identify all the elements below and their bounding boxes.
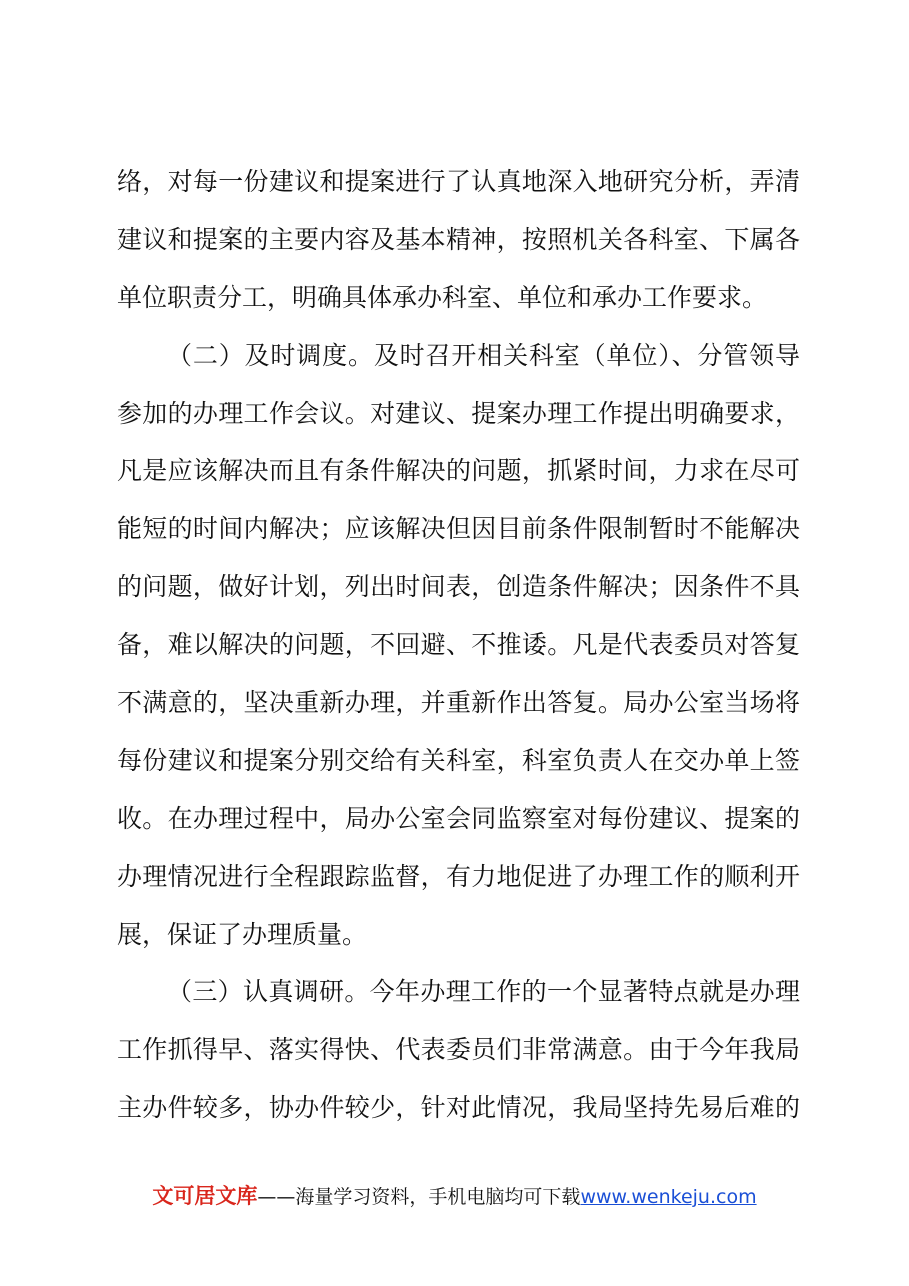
text-line: 备，难以解决的问题，不回避、不推诿。凡是代表委员对答复 — [117, 630, 800, 660]
text-line: 主办件较多，协办件较少，针对此情况，我局坚持先易后难的 — [117, 1093, 800, 1123]
text-line: 工作抓得早、落实得快、代表委员们非常满意。由于今年我局 — [117, 1035, 800, 1065]
text-line: 建议和提案的主要内容及基本精神，按照机关各科室、下属各 — [117, 224, 800, 254]
text-line: 单位职责分工，明确具体承办科室、单位和承办工作要求。 — [117, 282, 768, 312]
text-line: 的问题，做好计划，列出时间表，创造条件解决；因条件不具 — [117, 572, 800, 602]
text-line: 能短的时间内解决；应该解决但因目前条件限制暂时不能解决 — [117, 514, 800, 544]
footer-site-link[interactable]: www.wenkeju.com — [580, 1186, 757, 1208]
footer-slogan: ——海量学习资料，手机电脑均可下载 — [257, 1186, 581, 1208]
text-line: 每份建议和提案分别交给有关科室，科室负责人在交办单上签 — [117, 745, 800, 775]
text-line: （三）认真调研。今年办理工作的一个显著特点就是办理 — [167, 977, 800, 1007]
text-line: 络，对每一份建议和提案进行了认真地深入地研究分析，弄清 — [117, 167, 800, 196]
text-line: 收。在办理过程中，局办公室会同监察室对每份建议、提案的 — [117, 803, 800, 833]
text-line: 凡是应该解决而且有条件解决的问题，抓紧时间，力求在尽可 — [117, 456, 800, 486]
body-text — [117, 153, 800, 1137]
footer-brand: 文可居文库 — [152, 1184, 258, 1208]
text-line: 展，保证了办理质量。 — [117, 919, 368, 949]
text-line: 不满意的，坚决重新办理，并重新作出答复。局办公室当场将 — [117, 688, 800, 718]
text-line: 参加的办理工作会议。对建议、提案办理工作提出明确要求， — [117, 398, 800, 428]
text-line: （二）及时调度。及时召开相关科室（单位）、分管领导 — [167, 340, 800, 370]
text-line: 办理情况进行全程跟踪监督，有力地促进了办理工作的顺利开 — [117, 861, 800, 891]
footer-banner — [0, 1182, 909, 1211]
